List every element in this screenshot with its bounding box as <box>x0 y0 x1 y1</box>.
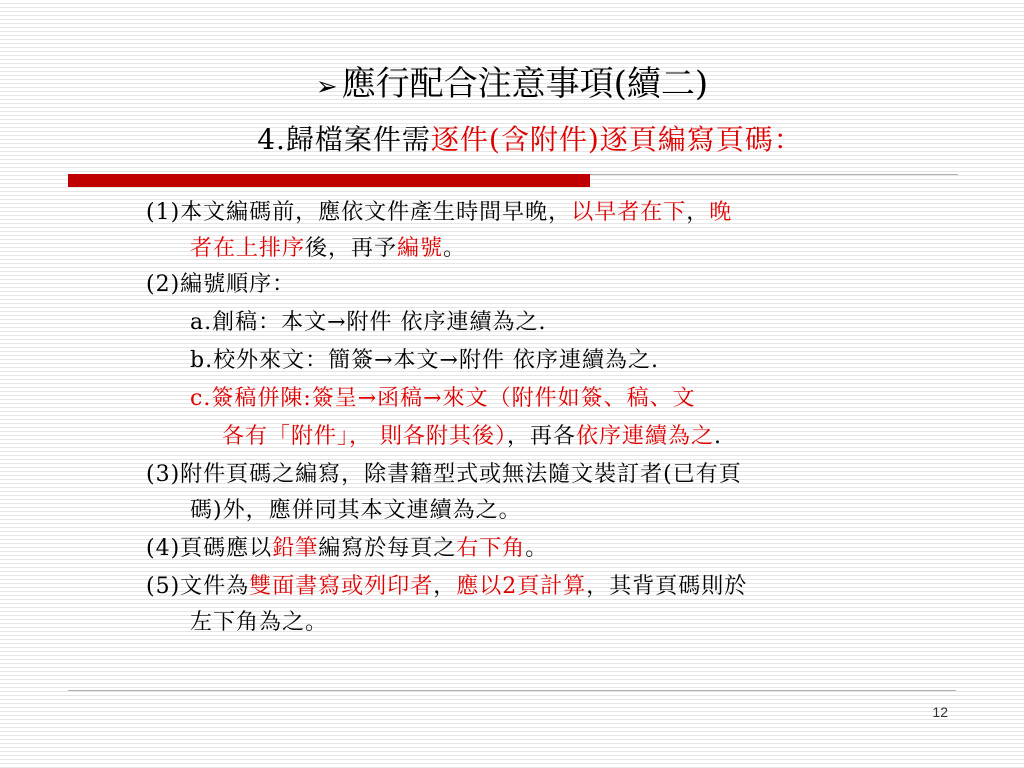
page-number: 12 <box>932 704 948 720</box>
item-2a: a.創稿：本文→附件 依序連續為之. <box>190 310 547 335</box>
item-1-text: 。 <box>443 236 467 261</box>
item-4-number: (4) <box>146 536 181 561</box>
item-1-line-2 <box>190 232 466 266</box>
item-2-text: 編號順序： <box>180 272 296 297</box>
item-5-text: ， <box>433 574 457 599</box>
item-3-line-2: 碼)外，應併同其本文連續為之。 <box>190 498 522 523</box>
item-5-line-2: 左下角為之。 <box>190 610 329 635</box>
item-2b: b.校外來文：簡簽→本文→附件 依序連續為之. <box>190 348 659 373</box>
item-2c-text: . <box>714 424 723 449</box>
item-4-text: 。 <box>525 536 549 561</box>
item-2-number: (2) <box>146 272 181 297</box>
arrow-bullet-icon: ➢ <box>315 72 338 102</box>
subtitle-prefix: 4.歸檔案件需 <box>257 123 431 156</box>
item-2c-highlight: 依序連續為之 <box>576 424 715 449</box>
item-2c-text: ，再各 <box>507 424 577 449</box>
item-4-highlight: 右下角 <box>456 536 526 561</box>
item-1-text: 本文編碼前，應依文件產生時間早晚， <box>180 200 572 225</box>
item-3-line-1 <box>146 458 742 492</box>
item-3-number: (3) <box>146 462 181 487</box>
item-5-highlight: 雙面書寫或列印者 <box>249 574 434 599</box>
item-1-number: (1) <box>146 200 181 225</box>
item-2-line-1 <box>146 268 295 302</box>
item-2c-line-2 <box>222 420 722 454</box>
item-1-line-1 <box>146 196 732 230</box>
item-4-line-1 <box>146 532 548 566</box>
item-1-text: ， <box>686 200 710 225</box>
item-5-text: 文件為 <box>180 574 250 599</box>
item-4-text: 頁碼應以 <box>180 536 273 561</box>
item-5-number: (5) <box>146 574 181 599</box>
item-4-text: 編寫於每頁之 <box>318 536 457 561</box>
item-5-highlight: 應以2頁計算 <box>456 574 587 599</box>
item-3-text: 附件頁碼之編寫，除書籍型式或無法隨文裝訂者(已有頁 <box>180 462 742 487</box>
footer-rule <box>68 690 956 691</box>
slide-title-text: 應行配合注意事項(續二) <box>341 64 709 104</box>
item-5-text: ，其背頁碼則於 <box>586 574 748 599</box>
subtitle-highlight: 逐件(含附件)逐頁編寫頁碼： <box>430 123 803 156</box>
item-4-highlight: 鉛筆 <box>272 536 319 561</box>
item-5-line-1 <box>146 570 747 604</box>
item-1-highlight: 編號 <box>397 236 444 261</box>
item-1-text: 後，再予 <box>305 236 398 261</box>
item-1-highlight: 以早者在下 <box>571 200 687 225</box>
item-1-highlight: 者在上排序 <box>190 236 306 261</box>
item-2c-highlight: 各有「附件」， 則各附其後） <box>222 424 507 449</box>
item-2c-line-1: c.簽稿併陳:簽呈→函稿→來文（附件如簽、稿、文 <box>190 386 696 411</box>
item-1-highlight: 晚 <box>709 200 733 225</box>
